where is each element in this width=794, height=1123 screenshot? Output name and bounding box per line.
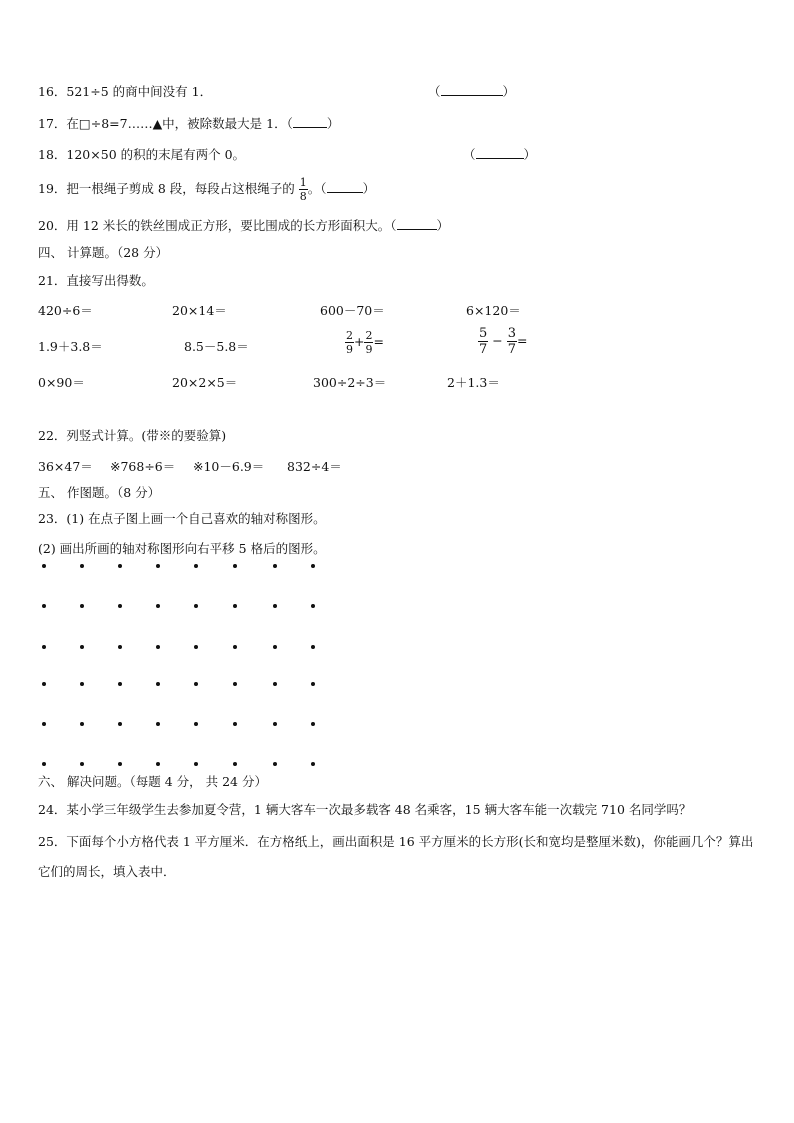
grid-dot[interactable] [233, 722, 237, 726]
question-23-part2: (2) 画出所画的轴对称图形向右平移 5 格后的图形。 [38, 541, 326, 556]
grid-dot[interactable] [194, 722, 198, 726]
grid-dot[interactable] [233, 682, 237, 686]
grid-dot[interactable] [156, 564, 160, 568]
calc-item: 300÷2÷3＝ [313, 375, 387, 390]
grid-dot[interactable] [156, 722, 160, 726]
fraction-expression: $\frac{2}{9}$ + $\frac{2}{9}$ = [346, 329, 384, 356]
question-22-title: 22．列竖式计算。(带※的要验算) [38, 428, 227, 443]
calc-item: 832÷4＝ [287, 459, 342, 474]
grid-dot[interactable] [80, 722, 84, 726]
fraction-expression: $\frac{5}{7}$ − $\frac{3}{7}$ = [479, 326, 528, 357]
grid-dot[interactable] [118, 722, 122, 726]
question-17-text: 17．在□÷8=7……▲中，被除数最大是 1．（ [38, 116, 293, 131]
grid-dot[interactable] [80, 604, 84, 608]
calc-item: 600－70＝ [320, 303, 385, 318]
grid-dot[interactable] [118, 645, 122, 649]
section-4-heading: 四、 计算题。（28 分） [38, 245, 169, 260]
grid-dot[interactable] [233, 762, 237, 766]
calc-item: 20×2×5＝ [172, 375, 238, 390]
question-21-title: 21．直接写出得数。 [38, 273, 154, 288]
question-16-text: 16．521÷5 的商中间没有 1． [38, 84, 213, 99]
question-19: 19．把一根绳子剪成 8 段，每段占这根绳子的 $\frac{1}{8}$ 。（ ） [38, 176, 376, 203]
question-16-answer[interactable]: （ ） [428, 84, 516, 99]
section-6-heading: 六、 解决问题。（每题 4 分， 共 24 分） [38, 774, 267, 789]
grid-dot[interactable] [118, 604, 122, 608]
grid-dot[interactable] [233, 564, 237, 568]
question-16 [38, 83, 212, 101]
grid-dot[interactable] [311, 564, 315, 568]
question-23-part1: 23．(1) 在点子图上画一个自己喜欢的轴对称图形。 [38, 511, 326, 526]
grid-dot[interactable] [194, 604, 198, 608]
grid-dot[interactable] [233, 645, 237, 649]
grid-dot[interactable] [273, 762, 277, 766]
grid-dot[interactable] [42, 604, 46, 608]
answer-blank[interactable] [476, 146, 524, 159]
question-18-answer[interactable]: （ ） [463, 147, 537, 162]
grid-dot[interactable] [233, 604, 237, 608]
question-20-text: 20．用 12 米长的铁丝围成正方形，要比围成的长方形面积大。（ [38, 218, 397, 233]
answer-blank[interactable] [397, 217, 437, 230]
grid-dot[interactable] [156, 682, 160, 686]
grid-dot[interactable] [311, 645, 315, 649]
grid-dot[interactable] [118, 682, 122, 686]
grid-dot[interactable] [311, 682, 315, 686]
grid-dot[interactable] [80, 564, 84, 568]
question-24: 24．某小学三年级学生去参加夏令营，1 辆大客车一次最多载客 48 名乘客，15 辆大客车能一次载完 710 名同学吗？ [38, 802, 692, 817]
calc-item: 20×14＝ [172, 303, 227, 318]
grid-dot[interactable] [118, 762, 122, 766]
fraction: $\frac{1}{8}$ [299, 176, 307, 203]
answer-blank[interactable] [441, 83, 503, 96]
grid-dot[interactable] [194, 645, 198, 649]
grid-dot[interactable] [42, 682, 46, 686]
grid-dot[interactable] [273, 604, 277, 608]
question-18-text: 18．120×50 的积的末尾有两个 0。 [38, 147, 246, 162]
grid-dot[interactable] [42, 722, 46, 726]
grid-dot[interactable] [273, 645, 277, 649]
question-18 [38, 146, 245, 164]
calc-item: 6×120＝ [466, 303, 521, 318]
grid-dot[interactable] [80, 645, 84, 649]
dot-grid[interactable] [0, 0, 1, 1]
grid-dot[interactable] [156, 762, 160, 766]
answer-blank[interactable] [293, 115, 327, 128]
grid-dot[interactable] [80, 682, 84, 686]
grid-dot[interactable] [311, 762, 315, 766]
grid-dot[interactable] [156, 645, 160, 649]
grid-dot[interactable] [311, 722, 315, 726]
grid-dot[interactable] [42, 645, 46, 649]
section-5-heading: 五、 作图题。（8 分） [38, 485, 161, 500]
calc-item: 0×90＝ [38, 375, 85, 390]
grid-dot[interactable] [42, 564, 46, 568]
question-20: 20．用 12 米长的铁丝围成正方形，要比围成的长方形面积大。（ ） [38, 218, 450, 233]
grid-dot[interactable] [42, 762, 46, 766]
grid-dot[interactable] [273, 722, 277, 726]
calc-item: 420÷6＝ [38, 303, 93, 318]
grid-dot[interactable] [194, 682, 198, 686]
grid-dot[interactable] [273, 564, 277, 568]
calc-item: 36×47＝ [38, 459, 93, 474]
grid-dot[interactable] [156, 604, 160, 608]
grid-dot[interactable] [194, 564, 198, 568]
answer-blank[interactable] [327, 180, 363, 193]
calc-item: ※768÷6＝ [110, 459, 176, 474]
grid-dot[interactable] [118, 564, 122, 568]
grid-dot[interactable] [80, 762, 84, 766]
question-25: 25．下面每个小方格代表 1 平方厘米．在方格纸上，画出面积是 16 平方厘米的长方形(长和宽均是整厘米数)，你能画几个？算出它们的周长，填入表中． [38, 834, 754, 879]
grid-dot[interactable] [194, 762, 198, 766]
grid-dot[interactable] [311, 604, 315, 608]
question-17: 17．在□÷8=7……▲中，被除数最大是 1．（ ） [38, 116, 340, 131]
calc-item: 2＋1.3＝ [447, 375, 500, 390]
calc-item: ※10－6.9＝ [193, 459, 265, 474]
calc-item: 1.9＋3.8＝ [38, 339, 103, 354]
grid-dot[interactable] [273, 682, 277, 686]
calc-item: 8.5－5.8＝ [184, 339, 249, 354]
